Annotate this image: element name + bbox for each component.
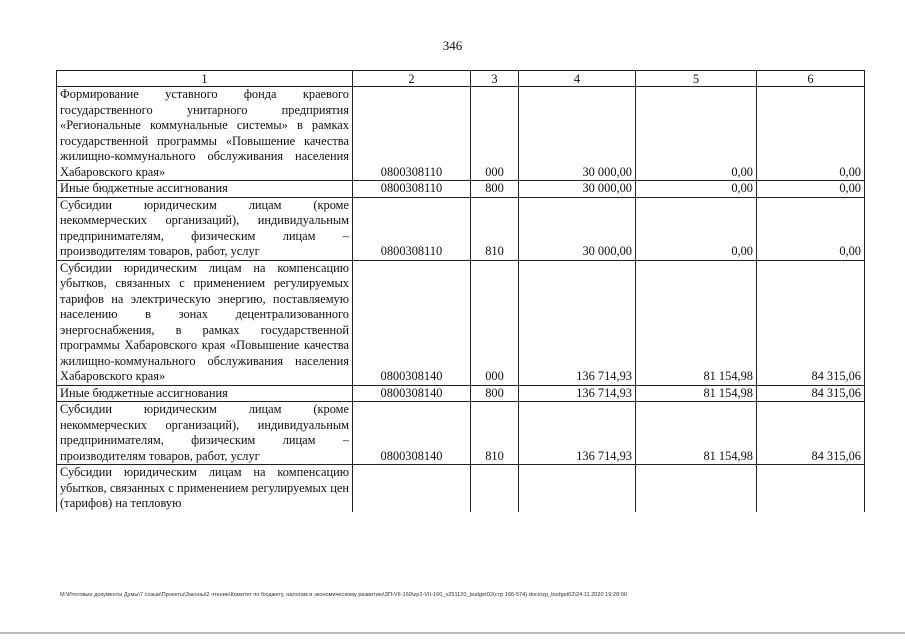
row-value-5: 0,00 bbox=[636, 181, 757, 198]
header-col-6: 6 bbox=[757, 71, 865, 87]
row-value-6: 84 315,06 bbox=[757, 402, 865, 465]
row-code: 0800308140 bbox=[353, 402, 471, 465]
table-row bbox=[57, 402, 865, 465]
row-value-5: 81 154,98 bbox=[636, 260, 757, 385]
row-value-4: 136 714,93 bbox=[519, 385, 636, 402]
row-value-5: 81 154,98 bbox=[636, 385, 757, 402]
row-value-4 bbox=[519, 465, 636, 512]
row-code bbox=[353, 465, 471, 512]
table-row bbox=[57, 197, 865, 260]
row-value-4: 136 714,93 bbox=[519, 260, 636, 385]
row-kind: 810 bbox=[471, 197, 519, 260]
header-col-3: 3 bbox=[471, 71, 519, 87]
header-col-5: 5 bbox=[636, 71, 757, 87]
row-value-6: 84 315,06 bbox=[757, 260, 865, 385]
row-name: Субсидии юридическим лицам на компенсацию убытков, связанных с применением регулируемых тарифов на электрическую энергию, поставляемую населению в зонах децентрализованного энергоснабжения, в рамках государственной программы Хабаровского края «Повышение качества жилищно-коммунального обслуживания населения Хабаровского края» bbox=[57, 260, 353, 385]
page-edge-divider bbox=[0, 632, 905, 634]
row-value-5: 81 154,98 bbox=[636, 402, 757, 465]
row-kind: 810 bbox=[471, 402, 519, 465]
row-name: Субсидии юридическим лицам (кроме некоммерческих организаций), индивидуальным предпринимателям, физическим лицам – производителям товаров, работ, услуг bbox=[57, 197, 353, 260]
table-row bbox=[57, 260, 865, 385]
row-name: Субсидии юридическим лицам (кроме некоммерческих организаций), индивидуальным предпринимателям, физическим лицам – производителям товаров, работ, услуг bbox=[57, 402, 353, 465]
row-kind bbox=[471, 465, 519, 512]
table-row bbox=[57, 465, 865, 512]
row-kind: 000 bbox=[471, 260, 519, 385]
row-code: 0800308110 bbox=[353, 197, 471, 260]
row-value-6: 84 315,06 bbox=[757, 385, 865, 402]
row-kind: 800 bbox=[471, 181, 519, 198]
row-code: 0800308110 bbox=[353, 181, 471, 198]
row-value-6: 0,00 bbox=[757, 197, 865, 260]
row-value-4: 30 000,00 bbox=[519, 87, 636, 181]
row-kind: 800 bbox=[471, 385, 519, 402]
row-code: 0800308110 bbox=[353, 87, 471, 181]
table-row bbox=[57, 181, 865, 198]
row-value-5: 0,00 bbox=[636, 87, 757, 181]
table-row bbox=[57, 87, 865, 181]
row-value-5 bbox=[636, 465, 757, 512]
row-name: Иные бюджетные ассигнования bbox=[57, 181, 353, 198]
row-name: Субсидии юридическим лицам на компенсацию убытков, связанных с применением регулируемых цен (тарифов) на тепловую bbox=[57, 465, 353, 512]
page-number: 346 bbox=[442, 38, 463, 53]
row-value-6: 0,00 bbox=[757, 181, 865, 198]
header-col-4: 4 bbox=[519, 71, 636, 87]
header-col-2: 2 bbox=[353, 71, 471, 87]
row-value-4: 136 714,93 bbox=[519, 402, 636, 465]
row-name: Формирование уставного фонда краевого государственного унитарного предприятия «Региональные коммунальные системы» в рамках государственной программы «Повышение качества жилищно-коммунального обслуживания населения Хабаровского края» bbox=[57, 87, 353, 181]
row-value-4: 30 000,00 bbox=[519, 197, 636, 260]
row-code: 0800308140 bbox=[353, 260, 471, 385]
row-value-5: 0,00 bbox=[636, 197, 757, 260]
header-row bbox=[57, 71, 865, 87]
row-value-6 bbox=[757, 465, 865, 512]
row-value-4: 30 000,00 bbox=[519, 181, 636, 198]
row-kind: 000 bbox=[471, 87, 519, 181]
row-name: Иные бюджетные ассигнования bbox=[57, 385, 353, 402]
header-col-1: 1 bbox=[57, 71, 353, 87]
budget-table bbox=[56, 70, 865, 512]
row-code: 0800308140 bbox=[353, 385, 471, 402]
row-value-6: 0,00 bbox=[757, 87, 865, 181]
document-file-path: M:\Итоговые документы Думы\7 созыв\Проекты\Законы\2 чтение\Комитет по бюджету, налогам и экономическому развитию\ЗП-VII-160\zp2-VII-160_v251120_budget02(стр 166-574).docx\zp_budget02\24.11.2020 19:28:00 bbox=[60, 592, 627, 598]
table-row bbox=[57, 385, 865, 402]
